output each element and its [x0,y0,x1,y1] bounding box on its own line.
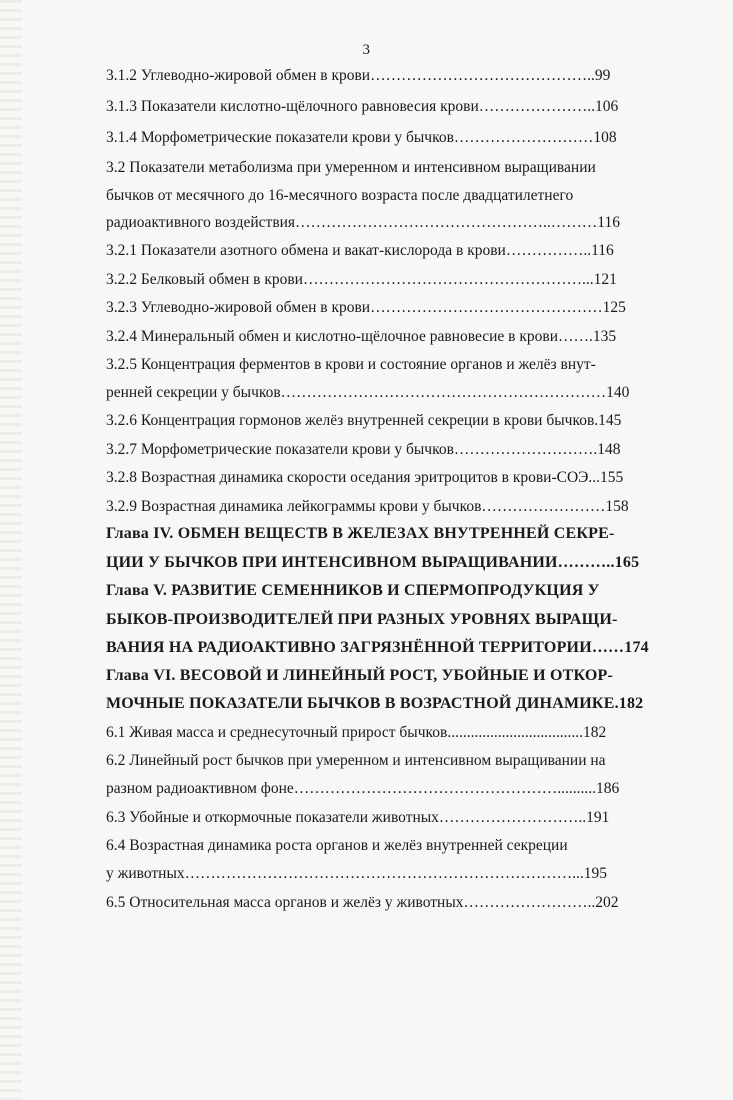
toc-entry-6-5: 6.5 Относительная масса органов и желёз у животных……………………..202 [106,894,619,911]
scan-edge-shadow [0,0,22,1100]
toc-entry-3-2-3: 3.2.3 Углеводно-жировой обмен в крови………………………………………125 [106,299,626,316]
toc-entry-6-2-line1: 6.2 Линейный рост бычков при умеренном и интенсивном выращивании на [106,752,606,769]
toc-entry-6-2-line2: разном радиоактивном фоне……………………………………………..........186 [106,780,620,797]
toc-chapter-6-line2: МОЧНЫЕ ПОКАЗАТЕЛИ БЫЧКОВ В ВОЗРАСТНОЙ ДИНАМИКЕ.182 [106,695,644,712]
page-number: 3 [362,42,371,58]
toc-chapter-5-line1: Глава V. РАЗВИТИЕ СЕМЕННИКОВ И СПЕРМОПРОДУКЦИЯ У [106,582,600,599]
toc-entry-6-4-line1: 6.4 Возрастная динамика роста органов и желёз внутренней секреции [106,837,568,854]
toc-chapter-5-line2: БЫКОВ-ПРОИЗВОДИТЕЛЕЙ ПРИ РАЗНЫХ УРОВНЯХ ВЫРАЩИ- [106,611,618,628]
toc-chapter-4-line2: ЦИИ У БЫЧКОВ ПРИ ИНТЕНСИВНОМ ВЫРАЩИВАНИИ………..165 [106,554,640,571]
toc-entry-3-2-6: 3.2.6 Концентрация гормонов желёз внутренней секреции в крови бычков.145 [106,412,622,429]
toc-entry-3-2-4: 3.2.4 Минеральный обмен и кислотно-щёлочное равновесие в крови…….135 [106,328,617,345]
toc-chapter-5-line3: ВАНИЯ НА РАДИОАКТИВНО ЗАГРЯЗНЁННОЙ ТЕРРИТОРИИ……174 [106,639,649,656]
toc-entry-3-1-2: 3.1.2 Углеводно-жировой обмен в крови……………………………………..99 [106,67,611,84]
toc-entry-3-2-8: 3.2.8 Возрастная динамика скорости оседания эритроцитов в крови-СОЭ...155 [106,469,624,486]
toc-entry-3-2-5-line2: ренней секреции у бычков………………………………………………………140 [106,384,630,401]
toc-entry-3-2-5-line1: 3.2.5 Концентрация ферментов в крови и состояние органов и желёз внут- [106,356,596,373]
toc-entry-3-2-1: 3.2.1 Показатели азотного обмена и вакат-кислорода в крови……………..116 [106,242,614,259]
toc-entry-6-3: 6.3 Убойные и откормочные показатели животных………………………..191 [106,809,610,826]
toc-entry-3-2-line3: радиоактивного воздействия…………………………………………..………116 [106,214,620,231]
toc-entry-3-2-line2: бычков от месячного до 16-месячного возраста после двадцатилетнего [106,187,574,204]
toc-entry-3-1-4: 3.1.4 Морфометрические показатели крови у бычков………………………108 [106,129,617,146]
toc-entry-3-2-9: 3.2.9 Возрастная динамика лейкограммы крови у бычков……………………158 [106,498,629,515]
toc-entry-3-2-7: 3.2.7 Морфометрические показатели крови у бычков……………………….148 [106,441,621,458]
toc-entry-6-4-line2: у животных…………………………………………………………………...195 [106,865,607,882]
toc-entry-6-1: 6.1 Живая масса и среднесуточный прирост бычков...................................182 [106,724,607,741]
toc-entry-3-2-2: 3.2.2 Белковый обмен в крови………………………………………………...121 [106,271,617,288]
toc-chapter-4-line1: Глава IV. ОБМЕН ВЕЩЕСТВ В ЖЕЛЕЗАХ ВНУТРЕННЕЙ СЕКРЕ- [106,525,615,542]
toc-entry-3-2-line1: 3.2 Показатели метаболизма при умеренном и интенсивном выращивании [106,159,596,176]
toc-entry-3-1-3: 3.1.3 Показатели кислотно-щёлочного равновесия крови…………………..106 [106,98,619,115]
toc-chapter-6-line1: Глава VI. ВЕСОВОЙ И ЛИНЕЙНЫЙ РОСТ, УБОЙНЫЕ И ОТКОР- [106,667,614,684]
